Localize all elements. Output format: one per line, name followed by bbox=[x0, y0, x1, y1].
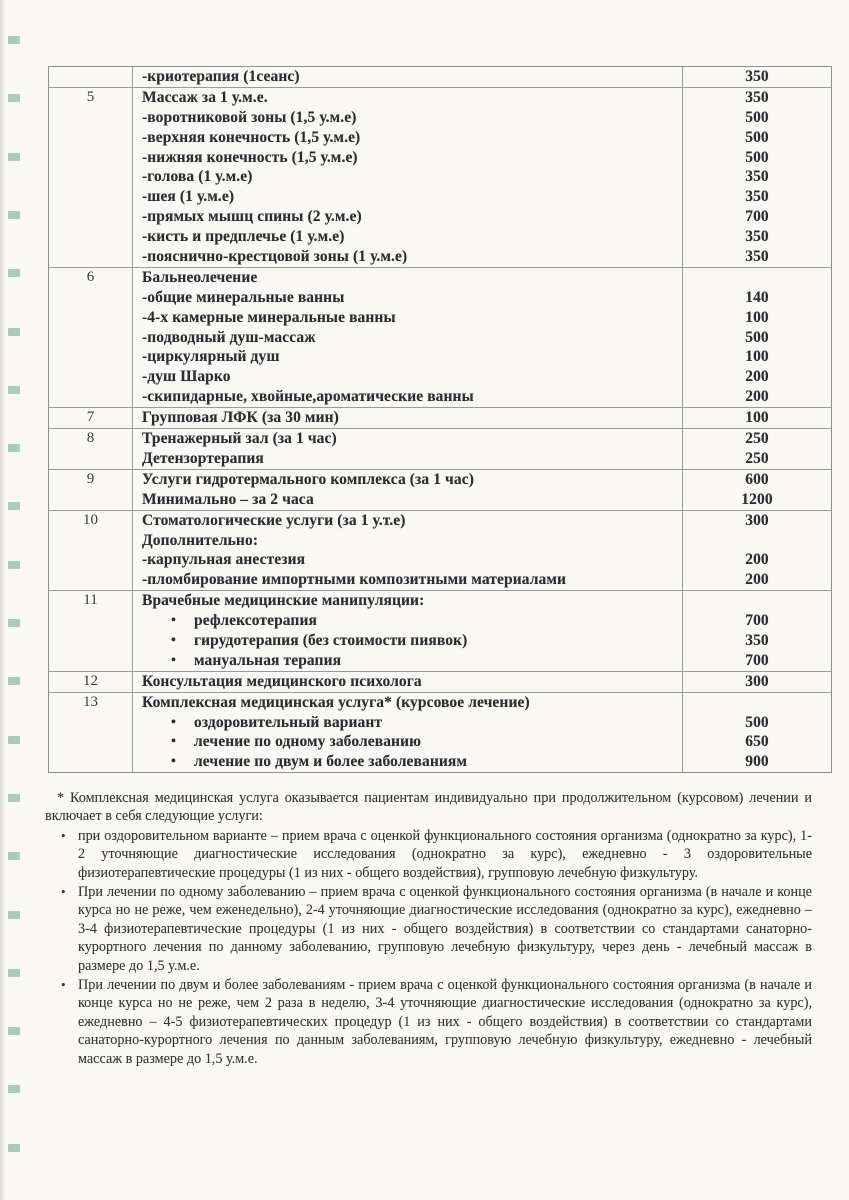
table-row bbox=[49, 510, 831, 591]
price-value: 700 bbox=[745, 612, 769, 630]
scan-artifact-mark bbox=[8, 1027, 20, 1035]
service-name: -шея (1 у.м.е) bbox=[142, 188, 235, 206]
bullet-icon: • bbox=[171, 714, 177, 730]
service-name: Услуги гидротермального комплекса (за 1 час) bbox=[142, 470, 474, 488]
price-value: 140 bbox=[745, 288, 769, 306]
price-value: 250 bbox=[745, 449, 769, 467]
table-row bbox=[49, 67, 831, 87]
service-name bbox=[133, 651, 682, 671]
paper-edge-shadow bbox=[0, 0, 5, 1200]
bullet-icon: • bbox=[61, 827, 66, 843]
row-number: 8 bbox=[49, 429, 133, 469]
price-value: 300 bbox=[745, 511, 769, 529]
price-value: 500 bbox=[745, 128, 769, 146]
price-cell bbox=[682, 591, 831, 671]
scan-artifact-mark bbox=[8, 211, 20, 219]
price-value bbox=[683, 693, 831, 713]
footnote-bullet-text: При лечении по двум и более заболеваниям - прием врача с оценкой функционального состояния организма (в начале и конце курса но не реже, чем 2 раза в неделю, 3-4 уточняющие диагностические исследования (однократно за курс), ежедневно – 4-5 физиотерапевтических процедур (1 из них - общего воздействия) в соответствии со стандартами санаторно-курортного лечения по данным заболеваниям, групповую лечебную физкультуру, ежедневно - лечебный массаж в размере до 1,5 у.м.е. bbox=[78, 977, 812, 1067]
service-name: -карпульная анестезия bbox=[142, 551, 306, 569]
service-name: Комплексная медицинская услуга* (курсовое лечение) bbox=[142, 693, 530, 711]
bullet-icon: • bbox=[171, 734, 177, 750]
price-table bbox=[48, 66, 832, 773]
row-number: 13 bbox=[49, 693, 133, 773]
service-name bbox=[133, 713, 682, 733]
scan-artifact-mark bbox=[8, 502, 20, 510]
service-name-text: лечение по одному заболеванию bbox=[194, 733, 422, 751]
service-cell bbox=[133, 268, 682, 407]
service-name: Детензортерапия bbox=[142, 449, 264, 467]
scan-artifact-mark bbox=[8, 677, 20, 685]
scan-artifact-mark bbox=[8, 794, 20, 802]
service-name: -подводный душ-массаж bbox=[142, 328, 316, 346]
service-name: Врачебные медицинские манипуляции: bbox=[142, 592, 425, 610]
price-cell bbox=[682, 511, 831, 591]
price-value: 500 bbox=[745, 328, 769, 346]
price-cell bbox=[682, 268, 831, 407]
price-value: 200 bbox=[745, 388, 769, 406]
footnote-bullet bbox=[45, 827, 812, 882]
row-number: 6 bbox=[49, 268, 133, 407]
scan-artifact-mark bbox=[8, 969, 20, 977]
service-name: -4-х камерные минеральные ванны bbox=[142, 308, 396, 326]
service-name: -кисть и предплечье (1 у.м.е) bbox=[142, 228, 345, 246]
scan-artifact-mark bbox=[8, 1085, 20, 1093]
price-cell bbox=[682, 693, 831, 773]
service-name: -прямых мышц спины (2 у.м.е) bbox=[142, 208, 362, 226]
table-row bbox=[49, 692, 831, 773]
price-value: 650 bbox=[745, 733, 769, 751]
bullet-icon: • bbox=[61, 977, 66, 993]
scan-artifact-mark bbox=[8, 852, 20, 860]
price-value: 300 bbox=[745, 672, 769, 690]
service-name-text: рефлексотерапия bbox=[194, 612, 317, 630]
price-value: 200 bbox=[745, 571, 769, 589]
scan-artifact-mark bbox=[8, 36, 20, 44]
price-value: 350 bbox=[745, 228, 769, 246]
service-name-text: лечение по двум и более заболеваниям bbox=[194, 753, 468, 771]
service-cell bbox=[133, 672, 682, 692]
service-name: Стоматологические услуги (за 1 у.т.е) bbox=[142, 511, 406, 529]
bullet-icon: • bbox=[171, 652, 177, 668]
row-number: 11 bbox=[49, 591, 133, 671]
service-name: -нижняя конечность (1,5 у.м.е) bbox=[142, 148, 358, 166]
footnote-bullet bbox=[45, 883, 812, 975]
price-value: 700 bbox=[745, 651, 769, 669]
price-value: 350 bbox=[745, 88, 769, 106]
price-cell bbox=[682, 470, 831, 510]
price-value bbox=[683, 591, 831, 611]
service-name: -пояснично-крестцовой зоны (1 у.м.е) bbox=[142, 248, 408, 266]
price-value bbox=[683, 531, 831, 551]
scan-artifact-mark bbox=[8, 1144, 20, 1152]
scan-artifact-mark bbox=[8, 911, 20, 919]
table-row bbox=[49, 590, 831, 671]
scan-artifact-mark bbox=[8, 736, 20, 744]
price-value: 350 bbox=[745, 631, 769, 649]
price-value: 500 bbox=[745, 148, 769, 166]
bullet-icon: • bbox=[61, 884, 66, 900]
service-cell bbox=[133, 470, 682, 510]
bullet-icon: • bbox=[171, 613, 177, 629]
service-name: Тренажерный зал (за 1 час) bbox=[142, 430, 337, 448]
price-value: 700 bbox=[745, 208, 769, 226]
table-row bbox=[49, 267, 831, 407]
service-cell bbox=[133, 591, 682, 671]
price-value: 200 bbox=[745, 551, 769, 569]
footnote-intro: * Комплексная медицинская услуга оказывается пациентам индивидуально при продолжительном (курсовом) лечении и включает в себя следующие услуги: bbox=[45, 790, 812, 825]
service-name: -криотерапия (1сеанс) bbox=[142, 68, 300, 85]
price-value: 100 bbox=[745, 308, 769, 326]
table-row bbox=[49, 87, 831, 267]
service-name: -верхняя конечность (1,5 у.м.е) bbox=[142, 128, 361, 146]
scan-artifact-mark bbox=[8, 328, 20, 336]
price-value: 350 bbox=[745, 188, 769, 206]
scan-artifact-mark bbox=[8, 444, 20, 452]
service-name: -общие минеральные ванны bbox=[142, 288, 345, 306]
price-value: 1200 bbox=[741, 490, 773, 508]
price-value: 600 bbox=[745, 470, 769, 488]
service-name: Минимально – за 2 часа bbox=[142, 490, 314, 508]
price-value: 500 bbox=[745, 713, 769, 731]
service-name-text: мануальная терапия bbox=[194, 651, 342, 669]
service-cell bbox=[133, 67, 682, 87]
row-number bbox=[49, 67, 133, 87]
service-cell bbox=[133, 88, 682, 267]
scan-artifact-mark bbox=[8, 94, 20, 102]
service-cell bbox=[133, 408, 682, 428]
bullet-icon: • bbox=[171, 754, 177, 770]
footnote-bullet bbox=[45, 976, 812, 1068]
scan-artifact-mark bbox=[8, 386, 20, 394]
service-name: Консультация медицинского психолога bbox=[142, 672, 422, 690]
row-number: 9 bbox=[49, 470, 133, 510]
price-value: 250 bbox=[745, 430, 769, 448]
service-name: -циркулярный душ bbox=[142, 348, 280, 366]
table-row bbox=[49, 671, 831, 692]
service-name bbox=[133, 732, 682, 752]
footnote-bullet-text: при оздоровительном варианте – прием врача с оценкой функционального состояния организма (однократно за курс), 1-2 уточняющие диагностические исследования (однократно за курс), ежедневно - 3 оздоровительные физиотерапевтические процедуры (1 из них - общего воздействия), групповую лечебную физкультуру. bbox=[78, 827, 812, 881]
row-number: 5 bbox=[49, 88, 133, 267]
table-row bbox=[49, 428, 831, 469]
footnote-bullet-text: При лечении по одному заболеванию – прием врача с оценкой функционального состояния организма (в начале и конце курса но не реже, чем еженедельно), 2-4 уточняющие диагностические исследования (однократно за курс), ежедневно – 3-4 физиотерапевтические процедуры (1 из них - общего воздействия) в соответствии со стандартами санаторно-курортного лечения по данному заболеванию, групповую лечебную физкультуру, через день - лечебный массаж в размере до 1,5 у.м.е. bbox=[78, 884, 812, 974]
price-cell bbox=[682, 429, 831, 469]
row-number: 10 bbox=[49, 511, 133, 591]
service-name: -воротниковой зоны (1,5 у.м.е) bbox=[142, 108, 357, 126]
service-name bbox=[133, 611, 682, 631]
service-name-text: гирудотерапия (без стоимости пиявок) bbox=[194, 631, 468, 649]
service-name bbox=[133, 752, 682, 772]
scan-artifact-mark bbox=[8, 269, 20, 277]
price-value: 500 bbox=[745, 108, 769, 126]
service-cell bbox=[133, 693, 682, 773]
service-name: -голова (1 у.м.е) bbox=[142, 168, 253, 186]
service-cell bbox=[133, 429, 682, 469]
service-name: Групповая ЛФК (за 30 мин) bbox=[142, 409, 339, 427]
price-value bbox=[683, 268, 831, 288]
service-cell bbox=[133, 511, 682, 591]
price-cell bbox=[682, 672, 831, 692]
price-value: 900 bbox=[745, 753, 769, 771]
footnote bbox=[45, 789, 812, 1068]
price-value: 350 bbox=[745, 168, 769, 186]
service-name: Дополнительно: bbox=[142, 531, 259, 549]
scan-artifact-mark bbox=[8, 561, 20, 569]
service-name: -пломбирование импортными композитными материалами bbox=[142, 571, 567, 589]
service-name: Массаж за 1 у.м.е. bbox=[142, 88, 268, 106]
service-name-text: оздоровительный вариант bbox=[194, 713, 383, 731]
price-value: 350 bbox=[745, 68, 769, 85]
row-number: 7 bbox=[49, 408, 133, 428]
table-row bbox=[49, 469, 831, 510]
footnote-bullet-list bbox=[45, 827, 812, 1068]
service-name: -душ Шарко bbox=[142, 368, 231, 386]
service-name bbox=[133, 631, 682, 651]
bullet-icon: • bbox=[171, 632, 177, 648]
price-cell bbox=[682, 408, 831, 428]
price-value: 350 bbox=[745, 248, 769, 266]
scan-artifact-mark bbox=[8, 619, 20, 627]
price-value: 200 bbox=[745, 368, 769, 386]
service-name: Бальнеолечение bbox=[142, 268, 258, 286]
row-number: 12 bbox=[49, 672, 133, 692]
price-cell bbox=[682, 67, 831, 87]
price-value: 100 bbox=[745, 348, 769, 366]
price-cell bbox=[682, 88, 831, 267]
scan-artifact-mark bbox=[8, 153, 20, 161]
table-row bbox=[49, 407, 831, 428]
price-value: 100 bbox=[745, 409, 769, 427]
service-name: -скипидарные, хвойные,ароматические ванны bbox=[142, 388, 474, 406]
